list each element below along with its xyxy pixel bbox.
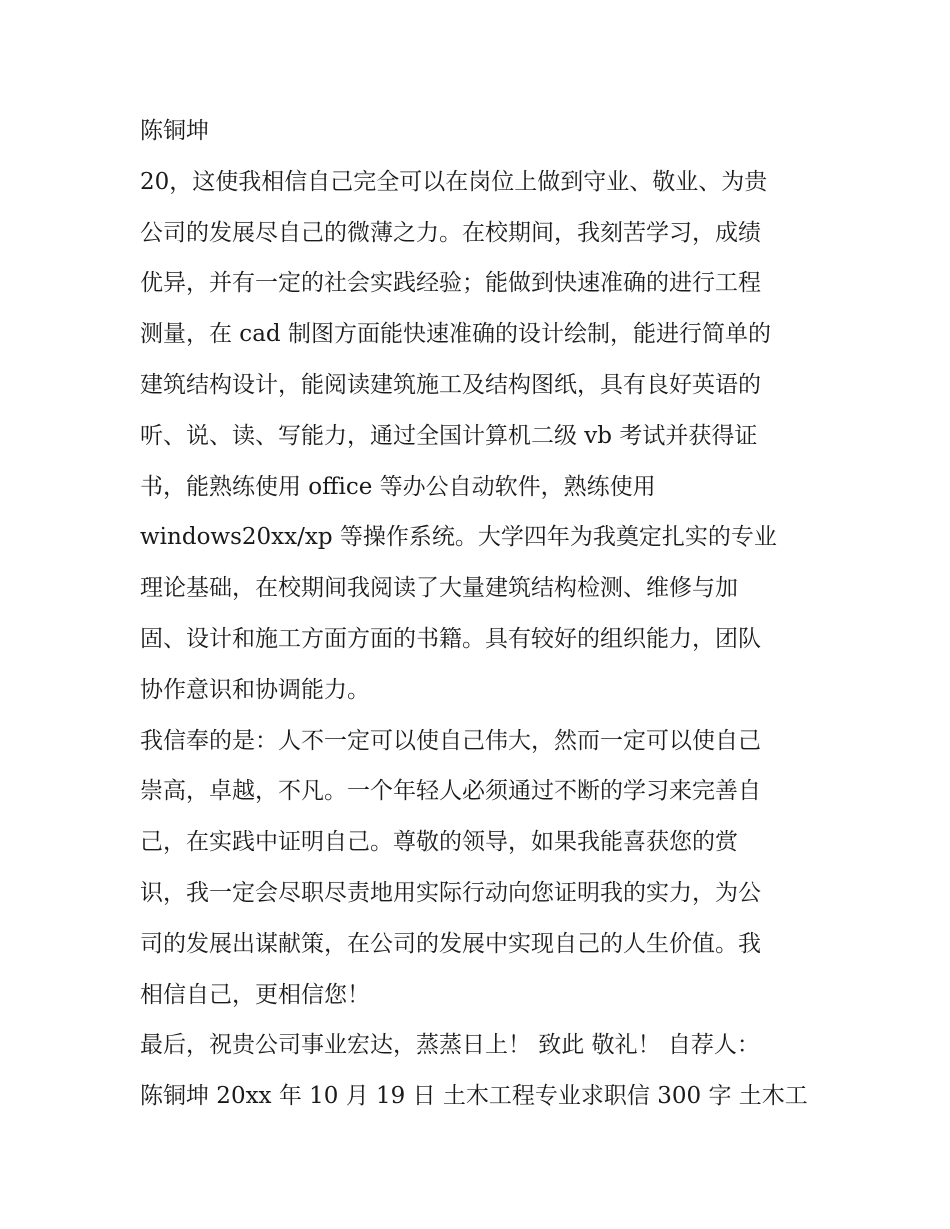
text-line-12: 协作意识和协调能力。 (140, 676, 370, 703)
text-line-19: 最后，祝贵公司事业宏达，蒸蒸日上！ 致此 敬礼！ 自荐人： (140, 1032, 760, 1059)
text-line-7: 听、说、读、写能力，通过全国计算机二级 vb 考试并获得证 (140, 422, 758, 449)
text-line-3: 公司的发展尽自己的微薄之力。在校期间，我刻苦学习，成绩 (140, 219, 761, 246)
text-line-17: 司的发展出谋献策，在公司的发展中实现自己的人生价值。我 (140, 930, 761, 957)
text-line-6: 建筑结构设计，能阅读建筑施工及结构图纸，具有良好英语的 (140, 371, 761, 398)
text-line-15: 己，在实践中证明自己。尊敬的领导，如果我能喜获您的赏 (140, 829, 738, 856)
text-line-16: 识，我一定会尽职尽责地用实际行动向您证明我的实力，为公 (140, 879, 761, 906)
text-line-5: 测量，在 cad 制图方面能快速准确的设计绘制，能进行简单的 (140, 321, 771, 348)
text-line-9: windows20xx/xp 等操作系统。大学四年为我奠定扎实的专业 (140, 524, 777, 551)
text-line-14: 崇高，卓越，不凡。一个年轻人必须通过不断的学习来完善自 (140, 778, 761, 805)
text-line-18: 相信自己，更相信您！ (140, 981, 370, 1008)
text-line-4: 优异，并有一定的社会实践经验；能做到快速准确的进行工程 (140, 270, 761, 297)
text-line-20: 陈铜坤 20xx 年 10 月 19 日 土木工程专业求职信 300 字 土木工 (140, 1083, 808, 1110)
letter-body (140, 106, 820, 1122)
text-line-8: 书，能熟练使用 office 等办公自动软件，熟练使用 (140, 473, 656, 500)
text-line-11: 固、设计和施工方面方面的书籍。具有较好的组织能力，团队 (140, 625, 761, 652)
text-line-13: 我信奉的是：人不一定可以使自己伟大，然而一定可以使自己 (140, 727, 761, 754)
text-line-10: 理论基础，在校期间我阅读了大量建筑结构检测、维修与加 (140, 575, 738, 602)
text-line-2: 20，这使我相信自己完全可以在岗位上做到守业、敬业、为贵 (140, 168, 768, 195)
text-line-1: 陈铜坤 (140, 118, 209, 144)
